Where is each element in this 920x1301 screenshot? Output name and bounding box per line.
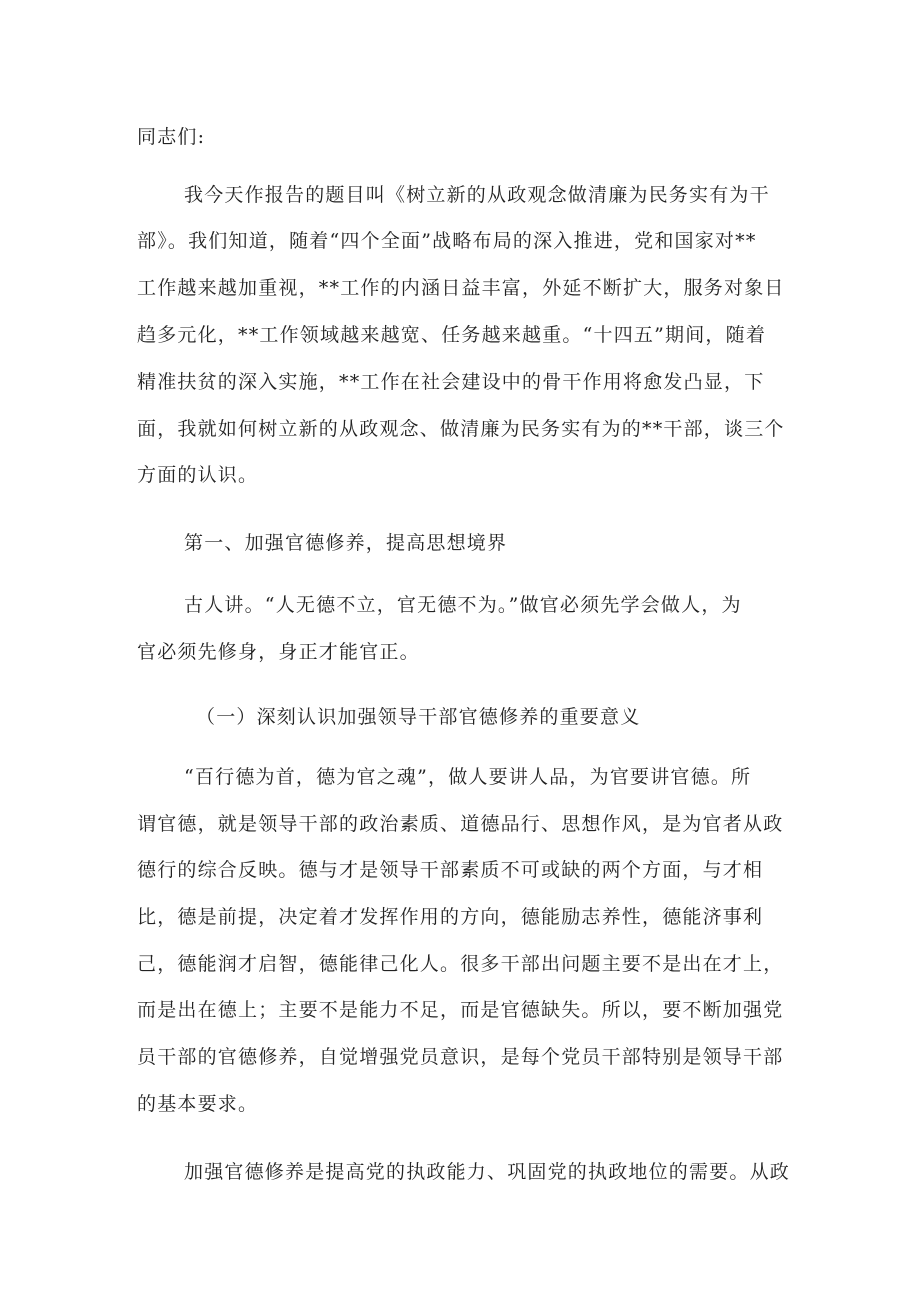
- section-line: 古人讲。“人无德不立，官无德不为。”做官必须先学会做人，为: [184, 594, 742, 616]
- subsection-line: “百行德为首，德为官之魂”，做人要讲人品，为官要讲官德。所: [184, 766, 752, 788]
- salutation: 同志们:: [137, 126, 206, 148]
- intro-line: 部》。我们知道，随着“四个全面”战略布局的深入推进，党和国家对**: [137, 230, 757, 252]
- intro-line: 精准扶贫的深入实施，**工作在社会建设中的骨干作用将愈发凸显，下: [137, 371, 765, 393]
- subsection-line: 员干部的官德修养，自觉增强党员意识，是每个党员干部特别是领导干部: [137, 1046, 784, 1068]
- subsection-line: 的基本要求。: [137, 1093, 259, 1115]
- subsection-line: 比，德是前提，决定着才发挥作用的方向，德能励志养性，德能济事利: [137, 906, 764, 928]
- section-line: 官必须先修身，身正才能官正。: [137, 641, 420, 663]
- intro-line: 面，我就如何树立新的从政观念、做清廉为民务实有为的**干部，谈三个: [137, 418, 785, 440]
- section-heading: 第一、加强官德修养，提高思想境界: [184, 532, 508, 554]
- subsection-heading: （一）深刻认识加强领导干部官德修养的重要意义: [196, 706, 641, 728]
- intro-line: 方面的认识。: [137, 464, 259, 486]
- subsection-line: 德行的综合反映。德与才是领导干部素质不可或缺的两个方面，与才相: [137, 859, 764, 881]
- subsection-line: 谓官德，就是领导干部的政治素质、道德品行、思想作风，是为官者从政: [137, 813, 784, 835]
- final-line: 加强官德修养是提高党的执政能力、巩固党的执政地位的需要。从政: [184, 1161, 791, 1183]
- intro-line: 趋多元化，**工作领域越来越宽、任务越来越重。“十四五”期间，随着: [137, 324, 767, 346]
- intro-line: 工作越来越加重视，**工作的内涵日益丰富，外延不断扩大，服务对象日: [137, 277, 785, 299]
- subsection-line: 己，德能润才启智，德能律己化人。很多干部出问题主要不是出在才上，: [137, 953, 784, 975]
- subsection-line: 而是出在德上；主要不是能力不足，而是官德缺失。所以，要不断加强党: [137, 999, 784, 1021]
- intro-line: 我今天作报告的题目叫《树立新的从政观念做清廉为民务实有为干: [184, 184, 770, 206]
